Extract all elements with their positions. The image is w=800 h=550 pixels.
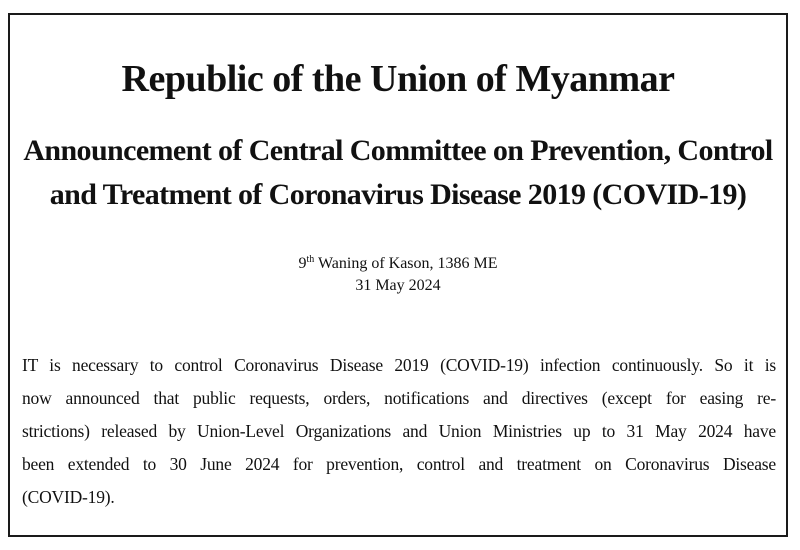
- myanmar-date-day: 9: [298, 255, 307, 272]
- myanmar-date-rest: Waning of Kason, 1386 ME: [314, 255, 498, 272]
- announcement-body: [22, 349, 776, 514]
- body-line: IT is necessary to control Coronavirus Disease 2019 (COVID-19) infection continuously. So it is: [22, 355, 776, 375]
- announcement-heading: [10, 129, 786, 217]
- announcement-box: [8, 13, 788, 537]
- body-line: strictions) released by Union-Level Organizations and Union Ministries up to 31 May 2024 have: [22, 421, 776, 441]
- myanmar-date-ordinal-suffix: th: [306, 254, 315, 265]
- dateline: [10, 253, 786, 297]
- page-title: Republic of the Union of Myanmar: [121, 58, 675, 100]
- body-line: been extended to 30 June 2024 for prevention, control and treatment on Coronavirus Disease: [22, 454, 776, 474]
- body-line: now announced that public requests, orders, notifications and directives (except for easing re-: [22, 388, 776, 408]
- myanmar-calendar-date: [10, 253, 786, 275]
- announcement-heading-line-2: and Treatment of Coronavirus Disease 2019 (COVID-19): [49, 178, 747, 211]
- announcement-heading-line-1: Announcement of Central Committee on Prevention, Control: [23, 134, 773, 167]
- body-line: (COVID-19).: [22, 487, 115, 507]
- gregorian-date: 31 May 2024: [355, 277, 441, 294]
